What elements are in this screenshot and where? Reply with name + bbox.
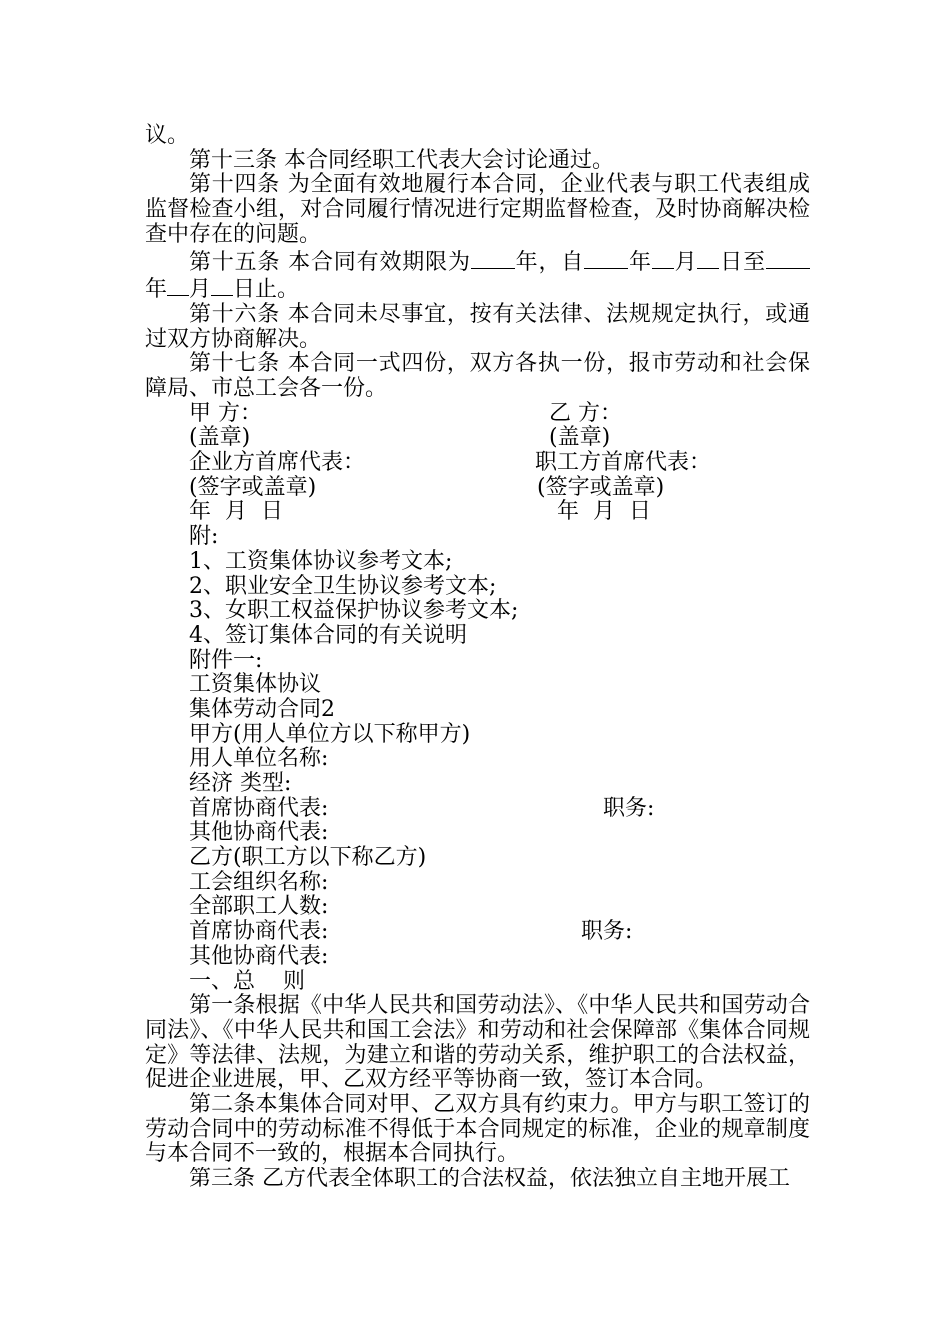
signature-row-party — [145, 402, 810, 427]
party-a-seal: (盖章) — [189, 425, 251, 451]
blank-line — [766, 248, 810, 269]
paragraph-continuation: 议。 — [145, 123, 190, 148]
article-13: 第十三条 本合同经职工代表大会讨论通过。 — [189, 147, 614, 173]
chief-negotiator-a-field: 首席协商代表: — [189, 795, 329, 821]
signature-row-seal — [145, 426, 810, 451]
party-b-seal: (盖章) — [549, 425, 611, 451]
attachment-item-4: 4、签订集体合同的有关说明 — [189, 622, 467, 648]
party-b-sign-or-seal: (签字或盖章) — [537, 474, 665, 500]
article-3: 第三条 乙方代表全体职工的合法权益，依法独立自主地开展工 — [189, 1167, 790, 1192]
blank-line — [211, 275, 233, 296]
chapter-1-heading: 一、总 则 — [189, 968, 305, 994]
party-a-representative: 企业方首席代表： — [189, 450, 366, 476]
article-2: 第二条本集体合同对甲、乙双方具有约束力。甲方与职工签订的劳动合同中的劳动标准不得低于本合同规定的标准，企业的规章制度与本合同不一致的，根据本合同执行。 — [145, 1092, 810, 1167]
attachment-one-title: 工资集体协议 — [189, 672, 322, 698]
article-15-text-g: 月 — [189, 277, 212, 303]
party-b-representative: 职工方首席代表： — [535, 450, 712, 476]
economic-type-field: 经济 类型: — [189, 771, 292, 797]
article-15-text-c: 年 — [628, 249, 652, 275]
article-15 — [145, 248, 810, 303]
article-17: 第十七条 本合同一式四份，双方各执一份，报市劳动和社会保障局、市总工会各一份。 — [145, 351, 810, 402]
article-15-text-f: 年 — [145, 277, 168, 303]
article-16: 第十六条 本合同未尽事宜，按有关法律、法规规定执行，或通过双方协商解决。 — [145, 301, 810, 352]
blank-line — [584, 248, 628, 269]
article-15-text-e: 日至 — [719, 249, 766, 275]
blank-line — [697, 248, 719, 269]
party-a-heading: 甲方(用人单位方以下称甲方) — [189, 721, 471, 747]
attachment-one-label: 附件一: — [189, 647, 263, 673]
party-a-label: 甲 方： — [189, 400, 262, 426]
attachment-item-3: 3、女职工权益保护协议参考文本; — [189, 598, 519, 624]
blank-line — [167, 275, 189, 296]
party-a-sign-or-seal: (签字或盖章) — [189, 474, 317, 500]
article-15-text-b: 年，自 — [514, 249, 585, 275]
attachments-heading: 附: — [189, 524, 219, 550]
signature-row-date — [145, 500, 810, 525]
signature-row-rep — [145, 451, 810, 476]
party-b-label: 乙 方： — [549, 400, 622, 426]
union-name-field: 工会组织名称: — [189, 869, 329, 895]
other-negotiators-a-field: 其他协商代表: — [189, 820, 329, 846]
article-15-text-a: 第十五条 本合同有效期限为 — [189, 249, 471, 275]
other-negotiators-b-field: 其他协商代表: — [189, 943, 329, 969]
article-14: 第十四条 为全面有效地履行本合同，企业代表与职工代表组成监督检查小组，对合同履行情况进行定期监督检查，及时协商解决检查中存在的问题。 — [145, 172, 810, 247]
attachment-item-1: 1、工资集体协议参考文本; — [189, 548, 453, 574]
blank-line — [652, 248, 674, 269]
chief-negotiator-row-a — [145, 797, 810, 822]
post-a-field: 职务: — [603, 795, 655, 821]
chief-negotiator-row-b — [145, 920, 810, 945]
blank-line — [471, 248, 515, 269]
contract-2-title: 集体劳动合同2 — [189, 696, 335, 722]
employer-name-field: 用人单位名称: — [189, 746, 329, 772]
attachment-item-2: 2、职业安全卫生协议参考文本; — [189, 573, 497, 599]
article-1: 第一条根据《中华人民共和国劳动法》、《中华人民共和国劳动合同法》、《中华人民共和国工会法》和劳动和社会保障部《集体合同规定》等法律、法规，为建立和谐的劳动关系，维护职工的合法权益，促进企业进展，甲、乙双方经平等协商一致，签订本合同。 — [145, 993, 810, 1093]
party-b-date: 年 月 日 — [557, 499, 651, 525]
party-a-date: 年 月 日 — [189, 499, 283, 525]
signature-row-signseal — [145, 476, 810, 501]
party-b-heading: 乙方(职工方以下称乙方) — [189, 845, 427, 871]
chief-negotiator-b-field: 首席协商代表: — [189, 919, 329, 945]
staff-count-field: 全部职工人数: — [189, 894, 329, 920]
article-15-text-h: 日止。 — [233, 277, 300, 303]
post-b-field: 职务: — [581, 919, 633, 945]
article-15-text-d: 月 — [673, 249, 698, 275]
document-page — [145, 124, 810, 1192]
